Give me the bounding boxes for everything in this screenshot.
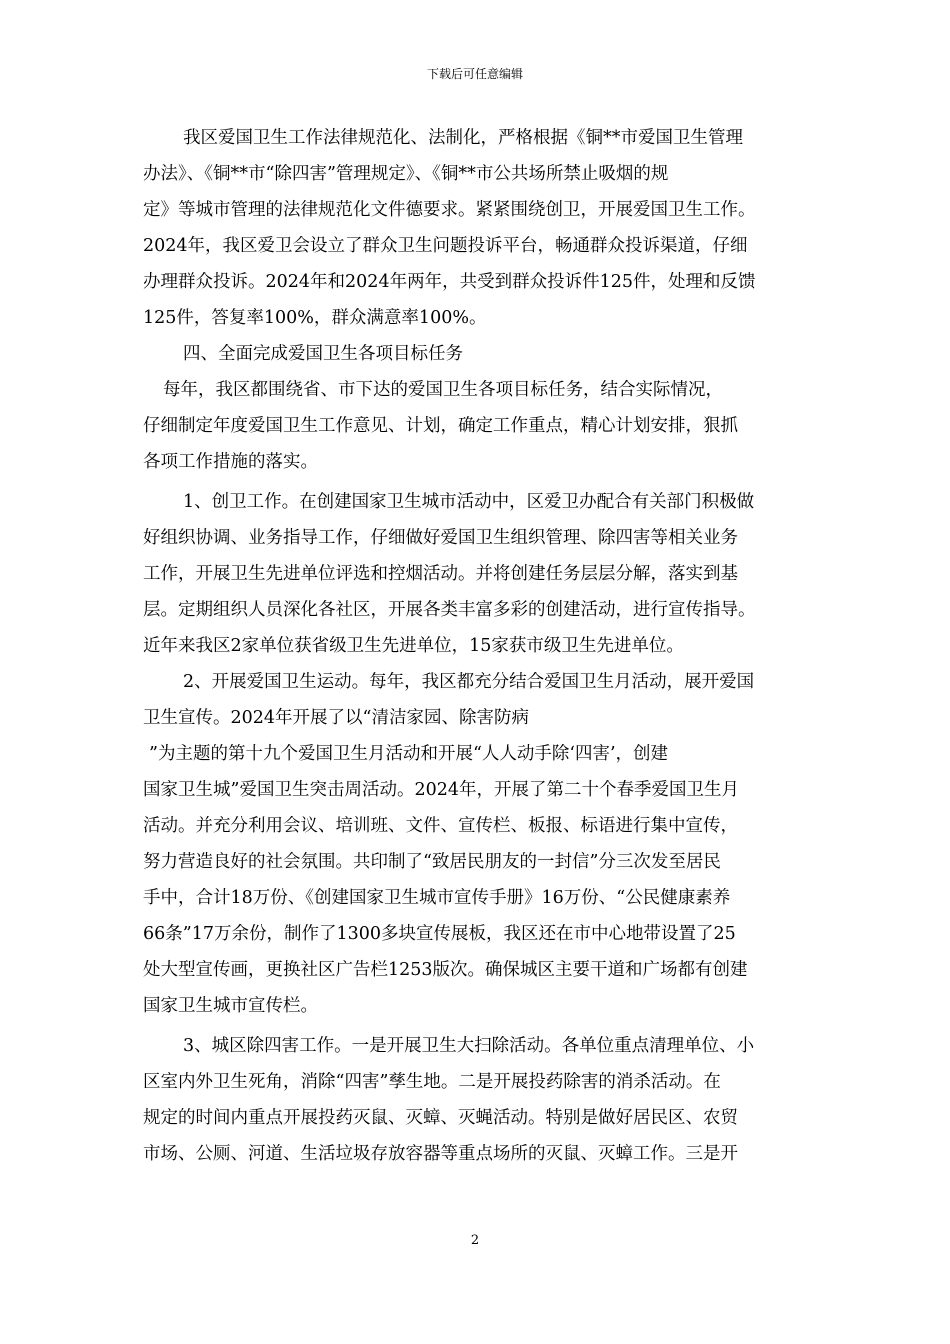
paragraph-line: 仔细制定年度爱国卫生工作意见、计划，确定工作重点，精心计划安排，狠抓 — [143, 416, 738, 436]
paragraph-line: 1、创卫工作。在创建国家卫生城市活动中，区爱卫办配合有关部门积极做 — [183, 492, 755, 512]
paragraph-line: 处大型宣传画，更换社区广告栏1253版次。确保城区主要干道和广场都有创建 — [143, 960, 748, 980]
paragraph-line: 我区爱国卫生工作法律规范化、法制化，严格根据《铜**市爱国卫生管理 — [183, 128, 743, 148]
paragraph-line: 66条”17万余份，制作了1300多块宣传展板，我区还在市中心地带设置了25 — [143, 924, 736, 944]
paragraph-line: 办法》、《铜**市“除四害”管理规定》、《铜**市公共场所禁止吸烟的规 — [143, 164, 669, 184]
paragraph-line: 市场、公厕、河道、生活垃圾存放容器等重点场所的灭鼠、灭蟑工作。三是开 — [143, 1144, 738, 1164]
paragraph-line: 卫生宣传。2024年开展了以“清洁家园、除害防病 — [143, 708, 529, 728]
paragraph-line: 办理群众投诉。2024年和2024年两年，共受到群众投诉件125件，处理和反馈 — [143, 272, 756, 292]
paragraph-line: 2024年，我区爱卫会设立了群众卫生问题投诉平台，畅通群众投诉渠道，仔细 — [143, 236, 748, 256]
paragraph-line: 国家卫生城”爱国卫生突击周活动。2024年，开展了第二十个春季爱国卫生月 — [143, 780, 739, 800]
paragraph-line: 125件，答复率100%，群众满意率100%。 — [143, 308, 487, 328]
paragraph-line: 活动。并充分利用会议、培训班、文件、宣传栏、板报、标语进行集中宣传， — [143, 816, 738, 836]
paragraph-line: ”为主题的第十九个爱国卫生月活动和开展“人人动手除‘四害’，创建 — [149, 744, 669, 764]
paragraph-line: 手中，合计18万份、《创建国家卫生城市宣传手册》16万份、“公民健康素养 — [143, 888, 731, 908]
paragraph-line: 各项工作措施的落实。 — [143, 452, 318, 472]
page-number: 2 — [470, 1233, 480, 1248]
document-body — [143, 120, 815, 1172]
paragraph-line: 每年，我区都围绕省、市下达的爱国卫生各项目标任务，结合实际情况， — [163, 380, 723, 400]
paragraph-line: 定》等城市管理的法律规范化文件德要求。紧紧围绕创卫，开展爱国卫生工作。 — [143, 200, 756, 220]
section-heading: 四、全面完成爱国卫生各项目标任务 — [183, 344, 463, 364]
paragraph-line: 近年来我区2家单位获省级卫生先进单位，15家获市级卫生先进单位。 — [143, 636, 684, 656]
paragraph-line: 国家卫生城市宣传栏。 — [143, 996, 318, 1016]
paragraph-line: 2、开展爱国卫生运动。每年，我区都充分结合爱国卫生月活动，展开爱国 — [183, 672, 755, 692]
paragraph-line: 层。定期组织人员深化各社区，开展各类丰富多彩的创建活动，进行宣传指导。 — [143, 600, 756, 620]
page-header: 下载后可任意编辑 — [426, 67, 523, 81]
paragraph-line: 区室内外卫生死角，消除“四害”孳生地。二是开展投药除害的消杀活动。在 — [143, 1072, 721, 1092]
paragraph-line: 努力营造良好的社会氛围。共印制了“致居民朋友的一封信”分三次发至居民 — [143, 852, 721, 872]
paragraph-line: 规定的时间内重点开展投药灭鼠、灭蟑、灭蝇活动。特别是做好居民区、农贸 — [143, 1108, 738, 1128]
paragraph-line: 工作，开展卫生先进单位评选和控烟活动。并将创建任务层层分解，落实到基 — [143, 564, 738, 584]
paragraph-line: 好组织协调、业务指导工作，仔细做好爱国卫生组织管理、除四害等相关业务 — [143, 528, 738, 548]
paragraph-line: 3、城区除四害工作。一是开展卫生大扫除活动。各单位重点清理单位、小 — [183, 1036, 755, 1056]
